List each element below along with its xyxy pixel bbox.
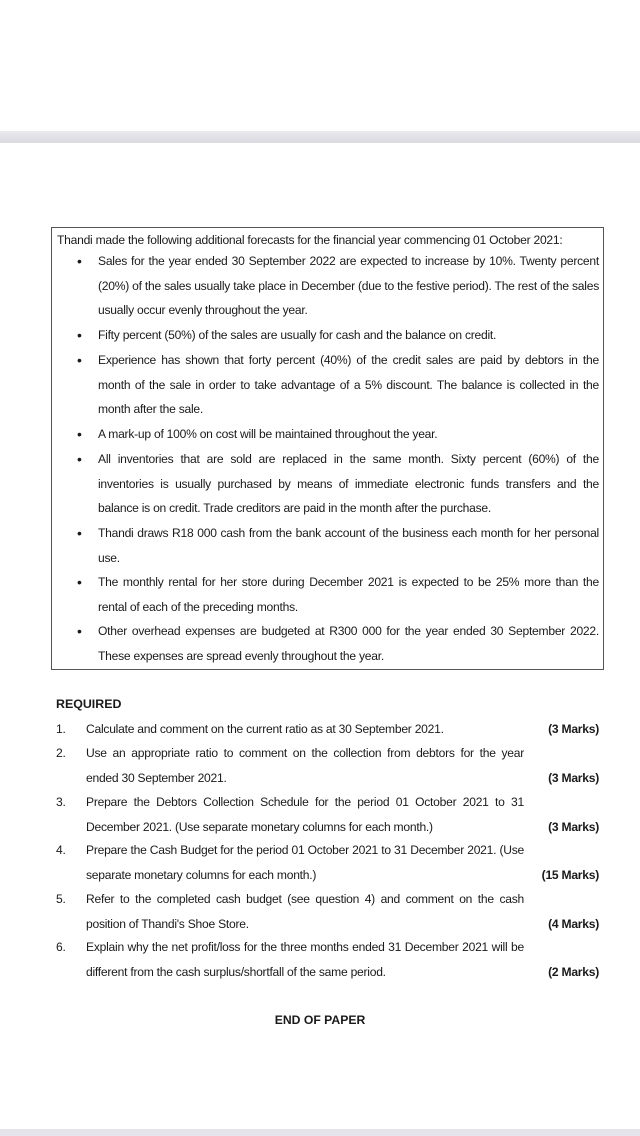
bottom-divider-bar xyxy=(0,1129,640,1136)
question-marks: (3 Marks) xyxy=(548,722,599,736)
question-number: 3. xyxy=(56,795,66,809)
question-marks: (3 Marks) xyxy=(548,770,599,785)
question-text: Use an appropriate ratio to comment on the collection from debtors for the year ended 30 September 2021. xyxy=(86,746,524,785)
forecast-intro: Thandi made the following additional forecasts for the financial year commencing 01 October 2021: xyxy=(57,233,563,247)
question-text: Calculate and comment on the current ratio as at 30 September 2021. xyxy=(86,722,444,736)
forecast-bullet: • All inventories that are sold are replaced in the same month. Sixty percent (60%) of the inventories is usually purchased by means of immediate electronic funds transfers and the balance is on credit. Trade creditors are paid in the month after the purchase. xyxy=(98,447,599,521)
question-marks: (15 Marks) xyxy=(541,867,599,882)
question-marks: (4 Marks) xyxy=(548,916,599,931)
question-text: Refer to the completed cash budget (see question 4) and comment on the cash position of Thandi's Shoe Store. xyxy=(86,892,524,931)
forecast-bullet: • Other overhead expenses are budgeted at R300 000 for the year ended 30 September 2022. These expenses are spread evenly throughout the year. xyxy=(98,619,599,668)
question-text: Explain why the net profit/loss for the three months ended 31 December 2021 will be different from the cash surplus/shortfall of the same period. xyxy=(86,940,524,979)
question-text: Prepare the Debtors Collection Schedule for the period 01 October 2021 to 31 December 2021. (Use separate monetary columns for each month.) xyxy=(86,795,524,834)
question-number: 4. xyxy=(56,843,66,857)
end-of-paper: END OF PAPER xyxy=(274,1013,366,1027)
question-number: 6. xyxy=(56,940,66,954)
required-heading: REQUIRED xyxy=(56,697,122,711)
question-marks: (2 Marks) xyxy=(548,964,599,979)
forecast-bullet: • Thandi draws R18 000 cash from the bank account of the business each month for her personal use. xyxy=(98,521,599,570)
top-divider-bar xyxy=(0,131,640,143)
forecast-box xyxy=(51,227,604,670)
question-marks: (3 Marks) xyxy=(548,819,599,834)
question-number: 5. xyxy=(56,892,66,906)
forecast-bullet: • Fifty percent (50%) of the sales are usually for cash and the balance on credit. xyxy=(98,323,599,348)
question-number: 1. xyxy=(56,722,66,736)
forecast-bullet: • Experience has shown that forty percent (40%) of the credit sales are paid by debtors in the month of the sale in order to take advantage of a 5% discount. The balance is collected in the month after the sale. xyxy=(98,348,599,422)
forecast-bullet: • Sales for the year ended 30 September 2022 are expected to increase by 10%. Twenty percent (20%) of the sales usually take place in December (due to the festive period). The rest of the sales usually occur evenly throughout the year. xyxy=(98,249,599,323)
question-number: 2. xyxy=(56,746,66,760)
forecast-bullet: • A mark-up of 100% on cost will be maintained throughout the year. xyxy=(98,422,599,447)
question-text: Prepare the Cash Budget for the period 01 October 2021 to 31 December 2021. (Use separate monetary columns for each month.) xyxy=(86,843,524,882)
forecast-bullet: • The monthly rental for her store during December 2021 is expected to be 25% more than the rental of each of the preceding months. xyxy=(98,570,599,619)
